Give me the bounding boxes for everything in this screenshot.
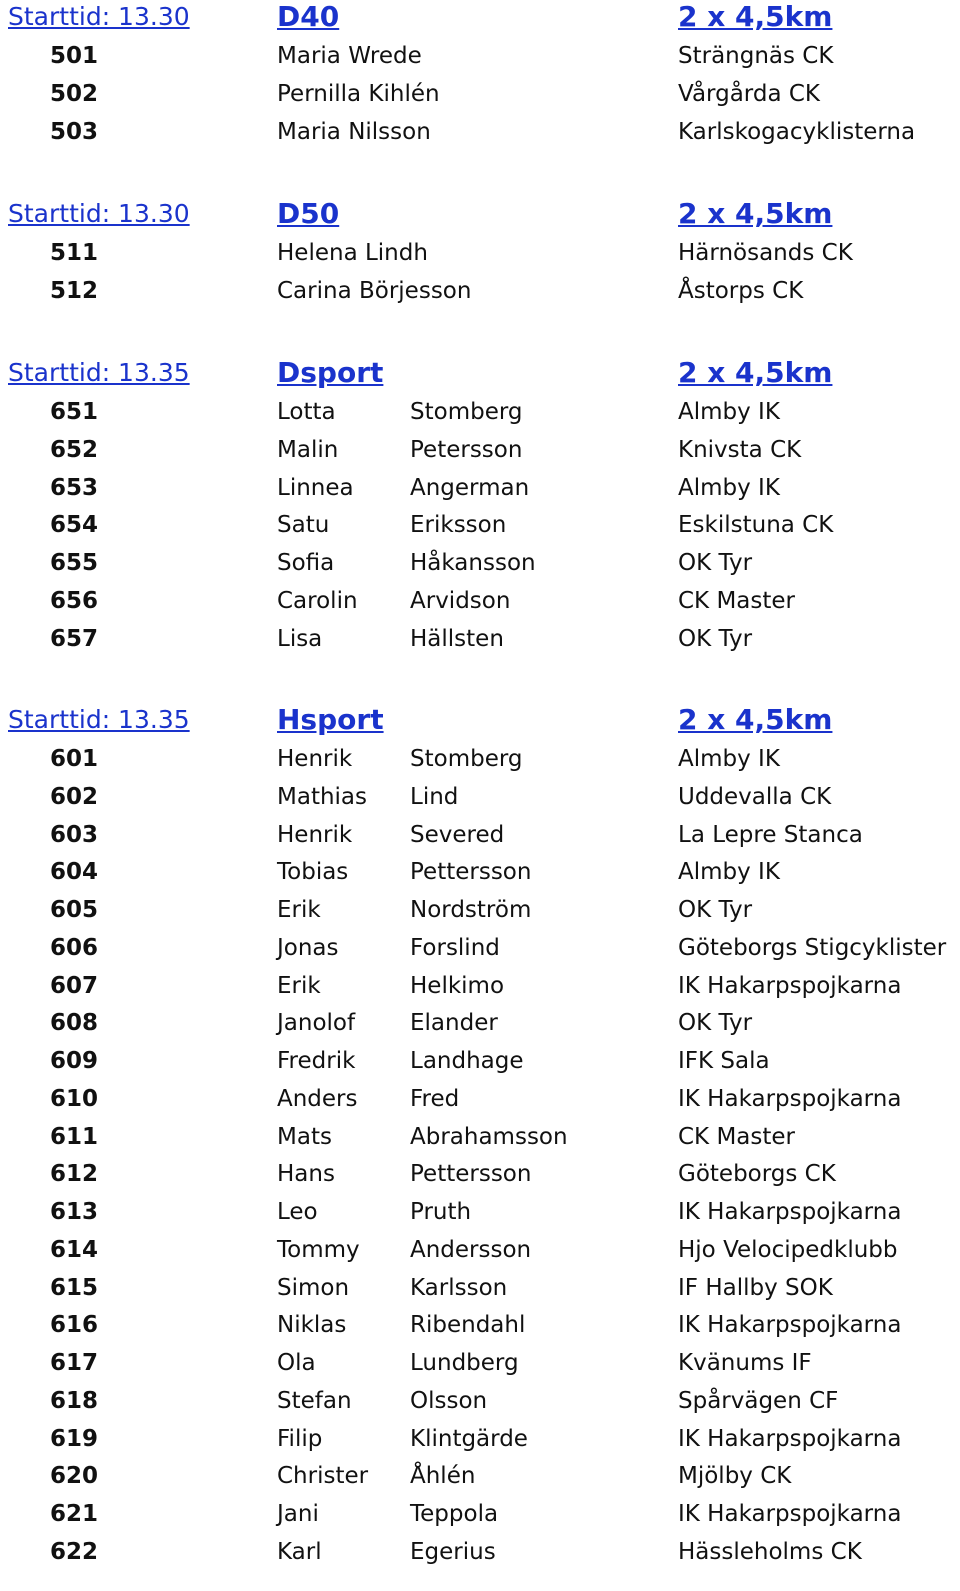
club-name: OK Tyr [678, 897, 753, 923]
bib-number: 652 [50, 436, 99, 463]
bib-number: 657 [50, 625, 99, 652]
first-name: Jonas [277, 934, 339, 961]
participant-row [0, 1534, 960, 1572]
bib-number: 502 [50, 80, 99, 107]
bib-number: 501 [50, 43, 99, 69]
bib-number: 656 [50, 587, 99, 614]
participant-row [0, 930, 960, 968]
bib-number: 612 [50, 1161, 99, 1188]
distance-link[interactable]: 2 x 4,5km [678, 0, 833, 33]
first-name: Christer [277, 1463, 369, 1490]
participant-row [0, 545, 960, 583]
distance-link[interactable]: 2 x 4,5km [678, 703, 833, 736]
bib-number: 653 [50, 474, 99, 501]
participant-row [0, 968, 960, 1006]
bib-number: 618 [50, 1387, 99, 1414]
participant-name: Carina Börjesson [277, 277, 472, 304]
participant-name: Maria Nilsson [277, 118, 431, 145]
last-name: Stomberg [410, 746, 523, 772]
last-name: Stomberg [410, 399, 523, 425]
first-name: Janolof [277, 1010, 356, 1037]
first-name: Ola [277, 1350, 316, 1376]
first-name: Karl [277, 1538, 322, 1565]
last-name: Andersson [410, 1236, 532, 1263]
first-name: Erik [277, 972, 321, 999]
participant-row [0, 38, 960, 76]
last-name: Pettersson [410, 1161, 532, 1188]
section-hsport [0, 703, 960, 1572]
club-name: IK Hakarpspojkarna [678, 1199, 902, 1225]
bib-number: 655 [50, 550, 99, 576]
bib-number: 620 [50, 1463, 99, 1490]
participant-row [0, 235, 960, 273]
bib-number: 606 [50, 934, 99, 961]
last-name: Teppola [410, 1501, 499, 1527]
club-name: OK Tyr [678, 550, 753, 576]
bib-number: 615 [50, 1274, 99, 1301]
first-name: Lisa [277, 625, 323, 652]
first-name: Carolin [277, 587, 358, 614]
start-time-link[interactable]: Starttid: 13.30 [8, 199, 190, 228]
last-name: Hällsten [410, 625, 504, 652]
last-name: Lundberg [410, 1350, 519, 1376]
section-dsport [0, 356, 960, 658]
last-name: Klintgärde [410, 1425, 528, 1452]
bib-number: 602 [50, 783, 99, 810]
first-name: Linnea [277, 474, 354, 501]
participant-row [0, 76, 960, 114]
club-name: Göteborgs Stigcyklister [678, 934, 947, 961]
bib-number: 616 [50, 1312, 99, 1339]
first-name: Mathias [277, 783, 368, 810]
participant-row [0, 432, 960, 470]
bib-number: 617 [50, 1350, 99, 1376]
participant-row [0, 1421, 960, 1459]
participant-row [0, 394, 960, 432]
last-name: Ribendahl [410, 1312, 526, 1339]
club-name: OK Tyr [678, 625, 753, 652]
participant-list [0, 741, 960, 1572]
participant-list [0, 38, 960, 151]
club-name: CK Master [678, 587, 795, 614]
bib-number: 613 [50, 1199, 99, 1225]
first-name: Lotta [277, 399, 336, 425]
participant-list [0, 394, 960, 658]
last-name: Arvidson [410, 587, 511, 614]
last-name: Nordström [410, 897, 532, 923]
class-name-link[interactable]: D50 [277, 197, 340, 230]
first-name: Simon [277, 1274, 350, 1301]
participant-row [0, 1081, 960, 1119]
first-name: Niklas [277, 1312, 347, 1339]
club-name: Strängnäs CK [678, 43, 834, 69]
participant-row [0, 892, 960, 930]
last-name: Håkansson [410, 550, 536, 576]
last-name: Lind [410, 783, 459, 810]
club-name: IK Hakarpspojkarna [678, 1085, 902, 1112]
distance-link[interactable]: 2 x 4,5km [678, 197, 833, 230]
last-name: Angerman [410, 474, 530, 501]
distance-link[interactable]: 2 x 4,5km [678, 356, 833, 389]
last-name: Pettersson [410, 859, 532, 886]
participant-row [0, 621, 960, 659]
club-name: Mjölby CK [678, 1463, 792, 1490]
section-d40 [0, 0, 960, 151]
bib-number: 651 [50, 399, 99, 425]
first-name: Fredrik [277, 1048, 356, 1074]
club-name: Eskilstuna CK [678, 512, 834, 539]
section-header [0, 197, 960, 231]
bib-number: 601 [50, 746, 99, 772]
club-name: Almby IK [678, 474, 780, 501]
last-name: Pruth [410, 1199, 472, 1225]
club-name: OK Tyr [678, 1010, 753, 1037]
participant-row [0, 1496, 960, 1534]
club-name: Hässleholms CK [678, 1538, 862, 1565]
club-name: IK Hakarpspojkarna [678, 1312, 902, 1339]
club-name: IF Hallby SOK [678, 1274, 833, 1301]
participant-row [0, 1043, 960, 1081]
club-name: CK Master [678, 1123, 795, 1150]
participant-row [0, 1345, 960, 1383]
participant-row [0, 817, 960, 855]
last-name: Åhlén [410, 1463, 476, 1490]
bib-number: 608 [50, 1010, 99, 1037]
section-header [0, 356, 960, 390]
club-name: Hjo Velocipedklubb [678, 1236, 898, 1263]
club-name: IFK Sala [678, 1048, 770, 1074]
club-name: Åstorps CK [678, 277, 804, 304]
first-name: Anders [277, 1085, 358, 1112]
participant-row [0, 1005, 960, 1043]
first-name: Stefan [277, 1387, 352, 1414]
participant-row [0, 741, 960, 779]
club-name: IK Hakarpspojkarna [678, 1425, 902, 1452]
bib-number: 621 [50, 1501, 99, 1527]
club-name: Vårgårda CK [678, 80, 820, 107]
participant-row [0, 1156, 960, 1194]
first-name: Tobias [277, 859, 349, 886]
participant-row [0, 114, 960, 152]
participant-row [0, 1307, 960, 1345]
bib-number: 614 [50, 1236, 99, 1263]
first-name: Henrik [277, 821, 353, 848]
last-name: Elander [410, 1010, 498, 1037]
last-name: Landhage [410, 1048, 524, 1074]
first-name: Mats [277, 1123, 332, 1150]
section-d50 [0, 197, 960, 311]
last-name: Helkimo [410, 972, 505, 999]
club-name: Uddevalla CK [678, 783, 832, 810]
last-name: Egerius [410, 1538, 496, 1565]
participant-name: Maria Wrede [277, 43, 422, 69]
participant-list [0, 235, 960, 311]
club-name: Almby IK [678, 746, 780, 772]
participant-name: Helena Lindh [277, 240, 428, 266]
club-name: Härnösands CK [678, 240, 853, 266]
club-name: Almby IK [678, 859, 780, 886]
club-name: Spårvägen CF [678, 1387, 839, 1414]
first-name: Sofia [277, 550, 335, 576]
bib-number: 654 [50, 512, 99, 539]
start-time-link[interactable]: Starttid: 13.35 [8, 358, 190, 387]
bib-number: 605 [50, 897, 99, 923]
first-name: Jani [277, 1501, 319, 1527]
bib-number: 503 [50, 118, 99, 145]
participant-name: Pernilla Kihlén [277, 80, 440, 107]
bib-number: 609 [50, 1048, 99, 1074]
start-time-link[interactable]: Starttid: 13.30 [8, 2, 190, 31]
first-name: Hans [277, 1161, 335, 1188]
last-name: Forslind [410, 934, 500, 961]
bib-number: 622 [50, 1538, 99, 1565]
participant-row [0, 273, 960, 311]
bib-number: 619 [50, 1425, 99, 1452]
first-name: Malin [277, 436, 339, 463]
participant-row [0, 1383, 960, 1421]
class-name-link[interactable]: D40 [277, 0, 340, 33]
participant-row [0, 854, 960, 892]
participant-row [0, 583, 960, 621]
club-name: Göteborgs CK [678, 1161, 836, 1188]
first-name: Tommy [277, 1236, 360, 1263]
club-name: IK Hakarpspojkarna [678, 1501, 902, 1527]
last-name: Olsson [410, 1387, 488, 1414]
bib-number: 603 [50, 821, 99, 848]
club-name: Knivsta CK [678, 436, 802, 463]
first-name: Satu [277, 512, 330, 539]
bib-number: 511 [50, 240, 99, 266]
participant-row [0, 507, 960, 545]
club-name: Karlskogacyklisterna [678, 118, 916, 145]
class-name-link[interactable]: Dsport [277, 356, 384, 389]
participant-row [0, 1270, 960, 1308]
participant-row [0, 470, 960, 508]
first-name: Leo [277, 1199, 318, 1225]
bib-number: 610 [50, 1085, 99, 1112]
club-name: Kvänums IF [678, 1350, 812, 1376]
first-name: Filip [277, 1425, 323, 1452]
participant-row [0, 779, 960, 817]
participant-row [0, 1194, 960, 1232]
club-name: Almby IK [678, 399, 780, 425]
start-time-link[interactable]: Starttid: 13.35 [8, 705, 190, 734]
club-name: La Lepre Stanca [678, 821, 863, 848]
participant-row [0, 1458, 960, 1496]
last-name: Eriksson [410, 512, 507, 539]
participant-row [0, 1232, 960, 1270]
last-name: Fred [410, 1085, 460, 1112]
first-name: Erik [277, 897, 321, 923]
last-name: Severed [410, 821, 505, 848]
club-name: IK Hakarpspojkarna [678, 972, 902, 999]
section-header [0, 0, 960, 34]
bib-number: 604 [50, 859, 99, 886]
bib-number: 512 [50, 277, 99, 304]
class-name-link[interactable]: Hsport [277, 703, 384, 736]
first-name: Henrik [277, 746, 353, 772]
participant-row [0, 1119, 960, 1157]
section-header [0, 703, 960, 737]
bib-number: 611 [50, 1123, 99, 1150]
last-name: Abrahamsson [410, 1123, 568, 1150]
last-name: Petersson [410, 436, 523, 463]
bib-number: 607 [50, 972, 99, 999]
last-name: Karlsson [410, 1274, 508, 1301]
